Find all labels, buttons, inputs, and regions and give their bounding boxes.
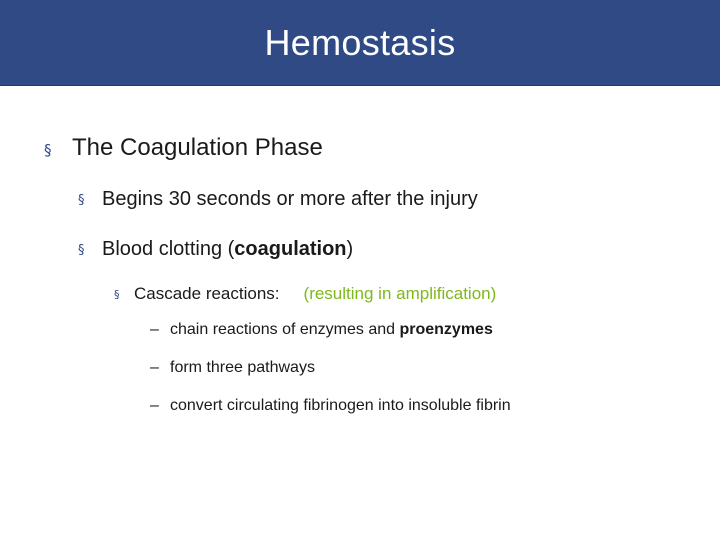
bold-term: proenzymes <box>399 321 493 338</box>
dash-item-fibrinogen <box>150 397 511 415</box>
dash-marker: – <box>150 397 159 414</box>
text-segment: convert circulating fibrinogen into insoluble fibrin <box>170 397 511 414</box>
bullet-marker: § <box>114 288 120 301</box>
dash-item-chain-reactions <box>150 321 493 339</box>
title-bar <box>0 0 720 86</box>
cascade-label: Cascade reactions: <box>134 284 280 303</box>
slide-title: Hemostasis <box>264 21 456 63</box>
dash-item-pathways <box>150 359 315 377</box>
bullet-coagulation-phase: The Coagulation Phase <box>72 134 323 161</box>
dash-marker: – <box>150 359 159 376</box>
text-segment: form three pathways <box>170 359 315 376</box>
bullet-cascade-reactions <box>134 284 496 304</box>
bullet-marker: § <box>78 243 85 258</box>
bold-term: coagulation <box>234 238 347 260</box>
bullet-blood-clotting <box>102 238 353 261</box>
text-segment: chain reactions of enzymes and <box>170 321 400 338</box>
text-segment: Blood clotting ( <box>102 238 235 260</box>
bullet-begins-timing: Begins 30 seconds or more after the injury <box>102 188 478 210</box>
bullet-marker: § <box>78 193 85 208</box>
bullet-marker: § <box>44 141 52 159</box>
text-segment: ) <box>346 238 354 260</box>
dash-marker: – <box>150 321 159 338</box>
amplification-note: (resulting in amplification) <box>303 284 497 303</box>
